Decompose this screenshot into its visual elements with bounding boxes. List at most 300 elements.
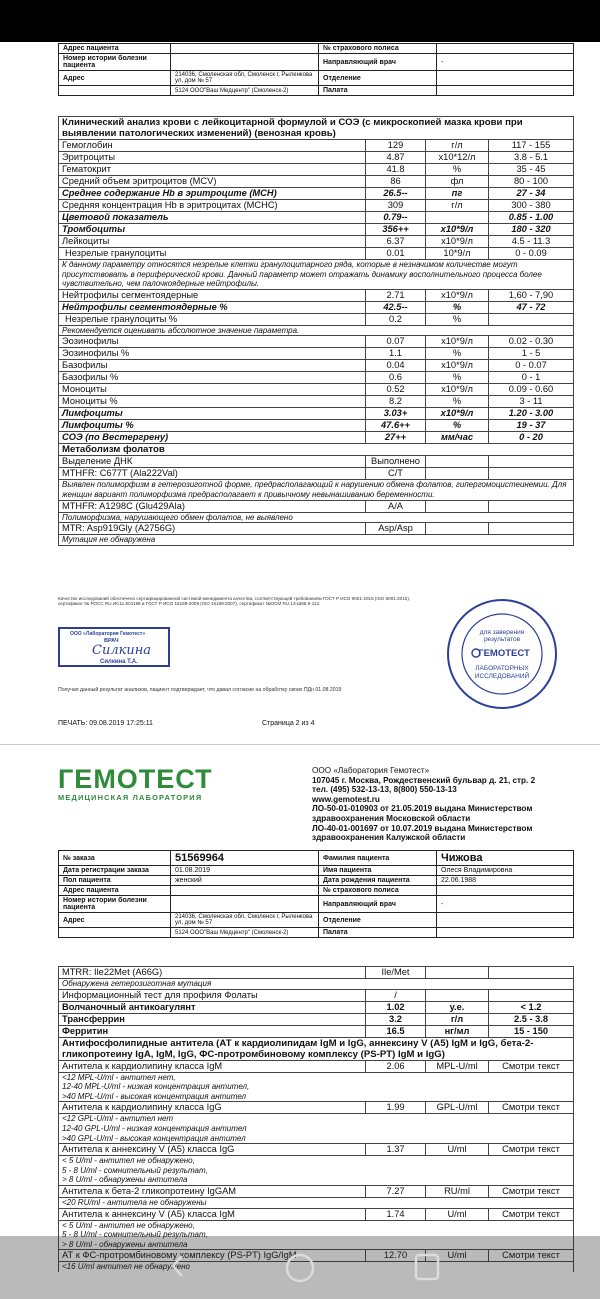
policy-label: № страхового полиса [319, 886, 437, 896]
result-row [59, 989, 574, 1001]
test-name: Информационный тест для профиля Фолаты [59, 989, 366, 1001]
info-label: Номер истории болезни пациента [59, 54, 171, 71]
referring-doctor: - [437, 896, 574, 913]
note-text: Обнаружена гетерозиготная мутация [59, 979, 574, 990]
patient-address-label: Адрес пациента [59, 886, 171, 896]
test-result: 3.2 [366, 1013, 426, 1025]
test-name: MTR: Asp919Gly (A2756G) [59, 523, 366, 535]
logo-name: ГЕМОТЕСТ [58, 764, 213, 794]
interpretation-row [59, 1156, 574, 1166]
interpretation-row [59, 1197, 574, 1208]
note-row [59, 480, 574, 500]
test-name: Средняя концентрация Hb в эритроцитах (MCHC) [59, 200, 366, 212]
test-result: 27++ [366, 432, 426, 444]
test-result: 2.06 [366, 1060, 426, 1072]
test-result: A/A [366, 500, 426, 512]
note-text: К данному параметру относятся незрелые клетки гранулоцитарного ряда, которые в незначимом количестве могут присутствовать в периферической крови. Данный параметр может отражать динамику восполнительного процесса более чувствительно, чем палочкоядерные нейтрофилы. [59, 260, 574, 290]
result-row [59, 1185, 574, 1197]
page-number: Страница 2 из 4 [262, 720, 315, 727]
info-value [437, 71, 574, 86]
reg-date-label: Дата регистрации заказа [59, 866, 171, 876]
stamp-text-3: ЛАБОРАТОРНЫХ [475, 665, 529, 672]
result-row [59, 1025, 574, 1037]
info-label: Адрес пациента [59, 44, 171, 54]
interpretation-text: <20 RU/ml - антитела не обнаружены [59, 1197, 574, 1208]
note-text: Полиморфизма, нарушающего обмен фолатов, не выявлено [59, 512, 574, 523]
test-unit: % [426, 348, 489, 360]
test-unit: % [426, 372, 489, 384]
result-row [59, 200, 574, 212]
stamp-doctor-name: Силкина Т.А. [100, 659, 138, 665]
interpretation-row [59, 1072, 574, 1082]
interpretation-text: 5 - 8 U/ml - сомнительный результат, [59, 1230, 574, 1240]
test-unit: % [426, 301, 489, 313]
result-row [59, 420, 574, 432]
dob-label: Дата рождения пациента [319, 876, 437, 886]
patient-name: Олеся Владимировна [437, 866, 574, 876]
test-reference: 0 - 0.07 [489, 360, 574, 372]
consent-note: Получая данный результат анализов, пациент подтверждает, что давал согласие на обработку своих ПДн 01.08.2019 [58, 687, 342, 693]
test-unit: пг [426, 188, 489, 200]
interpretation-text: 12-40 GPL-U/ml - низкая концентрация антител [59, 1124, 574, 1134]
interpretation-row [59, 1175, 574, 1185]
result-row [59, 152, 574, 164]
test-reference: Смотри текст [489, 1250, 574, 1262]
info-value [437, 86, 574, 96]
sex-label: Пол пациента [59, 876, 171, 886]
stamp-text-1: для заверения [479, 629, 525, 636]
test-name: Трансферрин [59, 1013, 366, 1025]
ward-value [437, 928, 574, 938]
patient-dob: 22.06.1988 [437, 876, 574, 886]
result-row [59, 1060, 574, 1072]
test-name: Гемоглобин [59, 140, 366, 152]
interpretation-text: 5 - 8 U/ml - сомнительный результат, [59, 1166, 574, 1176]
test-reference: 0.09 - 0.60 [489, 384, 574, 396]
test-reference [489, 523, 574, 535]
test-name: Нейтрофилы сегментоядерные % [59, 301, 366, 313]
test-unit [426, 523, 489, 535]
test-unit: U/ml [426, 1144, 489, 1156]
test-unit [426, 468, 489, 480]
test-result: 309 [366, 200, 426, 212]
test-unit [426, 989, 489, 1001]
test-reference: 0 - 20 [489, 432, 574, 444]
test-result: 86 [366, 176, 426, 188]
info-label: Палата [319, 86, 437, 96]
doctor-label: Направляющий врач [319, 896, 437, 913]
test-result: 6.37 [366, 236, 426, 248]
test-unit: % [426, 420, 489, 432]
result-row [59, 348, 574, 360]
result-row [59, 212, 574, 224]
test-result: 1.99 [366, 1102, 426, 1114]
test-result: 1.02 [366, 1001, 426, 1013]
test-name: Антитела к кардиолипину класса IgM [59, 1060, 366, 1072]
info-row [59, 71, 574, 86]
interpretation-row [59, 1166, 574, 1176]
test-unit: U/ml [426, 1250, 489, 1262]
page-separator [0, 744, 600, 745]
test-reference [489, 500, 574, 512]
info-value: 5124 ООО"Ваш Медцентр" (Смоленск-2) [171, 86, 319, 96]
test-reference: 47 - 72 [489, 301, 574, 313]
result-row [59, 188, 574, 200]
dept-value [437, 913, 574, 928]
test-unit: нг/мл [426, 1025, 489, 1037]
info-value: - [437, 54, 574, 71]
test-result: Asp/Asp [366, 523, 426, 535]
lab-info-line: тел. (495) 532-13-13, 8(800) 550-13-13 [312, 785, 457, 795]
test-name: Гематокрит [59, 164, 366, 176]
test-result: 7.27 [366, 1185, 426, 1197]
recent-apps-icon[interactable] [413, 1252, 441, 1282]
patient-info-table [58, 850, 574, 938]
test-name: Эритроциты [59, 152, 366, 164]
interpretation-row [59, 1220, 574, 1230]
test-reference [489, 989, 574, 1001]
test-result: 129 [366, 140, 426, 152]
test-result: 26.5-- [366, 188, 426, 200]
test-reference: < 1.2 [489, 1001, 574, 1013]
result-row [59, 176, 574, 188]
test-result: 0.01 [366, 248, 426, 260]
test-reference [489, 456, 574, 468]
test-unit: % [426, 164, 489, 176]
interpretation-text: > 8 U/ml - обнаружены антитела [59, 1175, 574, 1185]
lab-info-line: ЛО-50-01-010903 от 21.05.2019 выдана Министерством здравоохранения Московской области [312, 804, 533, 823]
result-row [59, 140, 574, 152]
test-reference: Смотри текст [489, 1102, 574, 1114]
test-reference [489, 313, 574, 325]
info-label [59, 86, 171, 96]
interpretation-text: < 5 U/ml - антител не обнаружено, [59, 1220, 574, 1230]
section-title: Метаболизм фолатов [59, 444, 574, 456]
test-unit: x10*9/л [426, 408, 489, 420]
stamp-text-4: ИССЛЕДОВАНИЙ [474, 673, 530, 680]
section-row [59, 117, 574, 140]
result-row [59, 224, 574, 236]
test-reference: 19 - 37 [489, 420, 574, 432]
test-result: C/T [366, 468, 426, 480]
test-unit: г/л [426, 200, 489, 212]
test-unit: x10*9/л [426, 236, 489, 248]
note-row [59, 260, 574, 290]
doctor-stamp [58, 627, 170, 667]
test-reference: 0 - 1 [489, 372, 574, 384]
test-result: 1.1 [366, 348, 426, 360]
info-row [59, 86, 574, 96]
result-row [59, 1208, 574, 1220]
result-row [59, 456, 574, 468]
section-title: Антифосфолипидные антитела (АТ к кардиолипидам IgM и IgG, аннексину V (A5) IgM и IgG, бета-2-гликопротеину IgA, IgM, IgG, ФС-протромбиновому комплексу (PS-PT) IgM и IgG) [59, 1037, 574, 1060]
test-result: 3.03+ [366, 408, 426, 420]
test-reference: 1,60 - 7,90 [489, 289, 574, 301]
info-label: Адрес [59, 71, 171, 86]
test-reference: 3.8 - 5.1 [489, 152, 574, 164]
test-reference: 1 - 5 [489, 348, 574, 360]
result-row [59, 164, 574, 176]
test-unit: x10*9/л [426, 336, 489, 348]
test-reference: 0.02 - 0.30 [489, 336, 574, 348]
stamp-brand: ГЕМОТЕСТ [478, 648, 530, 659]
test-name: Антитела к кардиолипину класса IgG [59, 1102, 366, 1114]
info-value: 214036, Смоленская обл, Смоленск г, Рыленкова ул, дом № 57 [171, 71, 319, 86]
test-result: 42.5-- [366, 301, 426, 313]
test-result: 47.6++ [366, 420, 426, 432]
interpretation-text: <16 U/ml антител не обнаружено [59, 1262, 574, 1272]
info-row [59, 54, 574, 71]
note-row [59, 535, 574, 546]
lab-info-line: www.gemotest.ru [312, 794, 380, 804]
test-name: Средний объем эритроцитов (MCV) [59, 176, 366, 188]
test-unit: RU/ml [426, 1185, 489, 1197]
test-name: Базофилы % [59, 372, 366, 384]
test-result: 0.04 [366, 360, 426, 372]
test-unit: MPL-U/ml [426, 1060, 489, 1072]
test-unit: x10*9/л [426, 224, 489, 236]
doctor-signature: Силкина [92, 643, 152, 658]
test-result: 8.2 [366, 396, 426, 408]
section-row [59, 1037, 574, 1060]
order-label: № заказа [59, 851, 171, 866]
test-unit: г/л [426, 1013, 489, 1025]
result-row [59, 523, 574, 535]
lab-contact-info [312, 766, 592, 843]
test-result: 12.70 [366, 1250, 426, 1262]
test-reference: Смотри текст [489, 1060, 574, 1072]
test-name: Тромбоциты [59, 224, 366, 236]
test-result: 0.6 [366, 372, 426, 384]
home-icon[interactable] [284, 1252, 316, 1284]
logo-subtitle: МЕДИЦИНСКАЯ ЛАБОРАТОРИЯ [58, 793, 203, 802]
note-row [59, 325, 574, 336]
test-result: 0.07 [366, 336, 426, 348]
lab-round-stamp [446, 598, 558, 710]
lab-info-line: ООО «Лаборатория Гемотест» [312, 766, 430, 775]
surname-label: Фамилия пациента [319, 851, 437, 866]
interpretation-row [59, 1114, 574, 1124]
test-result: Выполнено [366, 456, 426, 468]
test-unit: фл [426, 176, 489, 188]
test-unit: % [426, 313, 489, 325]
test-reference: 3 - 11 [489, 396, 574, 408]
info-value [171, 44, 319, 54]
test-name: Базофилы [59, 360, 366, 372]
result-row [59, 1013, 574, 1025]
stamp-text-2: результатов [483, 636, 521, 643]
test-unit: x10*9/л [426, 384, 489, 396]
test-name: Незрелые гранулоциты % [59, 313, 366, 325]
interpretation-row [59, 1124, 574, 1134]
medcenter: 5124 ООО"Ваш Медцентр" (Смоленск-2) [171, 928, 319, 938]
test-result: 0.2 [366, 313, 426, 325]
result-row [59, 360, 574, 372]
test-result: 4.87 [366, 152, 426, 164]
result-row [59, 500, 574, 512]
history-label: Номер истории болезни пациента [59, 896, 171, 913]
gemotest-logo [58, 766, 213, 802]
interpretation-row [59, 1082, 574, 1092]
info-label: Направляющий врач [319, 54, 437, 71]
stamp-lab-name: ООО «Лаборатория Гемотест» [70, 631, 146, 637]
test-reference: 117 - 155 [489, 140, 574, 152]
note-row [59, 512, 574, 523]
test-result: 41.8 [366, 164, 426, 176]
test-unit: 10*9/л [426, 248, 489, 260]
section-title: Клинический анализ крови с лейкоцитарной формулой и СОЭ (с микроскопией мазка крови при выявлении патологических изменений) (венозная кровь) [59, 117, 574, 140]
test-name: СОЭ (по Вестергрену) [59, 432, 366, 444]
test-name: Антитела к бета-2 гликопротеину IgGAM [59, 1185, 366, 1197]
analysis-results-table-2 [58, 966, 574, 1272]
quality-note: Качество исследований обеспечено сертифицированной системой менеджмента качества, соответствующей требованиям ГОСТ Р ИСО 9001-2015 (ISO 9001:2015), сертификат № РОСС RU.ИС11.К01198 и ГОСТ Р ИСО 15189-2009 (ISO 15189:2007), сертификат №ОСМ RU.13-Ш86.9-112. [58, 596, 411, 607]
test-reference: 4.5 - 11.3 [489, 236, 574, 248]
result-row [59, 432, 574, 444]
test-name: Антитела к аннексину V (A5) класса IgM [59, 1208, 366, 1220]
test-unit: г/л [426, 140, 489, 152]
result-row [59, 468, 574, 480]
result-row [59, 301, 574, 313]
test-name: Моноциты [59, 384, 366, 396]
interpretation-text: 12-40 MPL-U/ml - низкая концентрация антител, [59, 1082, 574, 1092]
test-name: Волчаночный антикоагулянт [59, 1001, 366, 1013]
test-unit: у.е. [426, 1001, 489, 1013]
test-result: 1.74 [366, 1208, 426, 1220]
note-text: Выявлен полиморфизм в гетерозиготной форме, предрасполагающий к нарушению обмена фолатов, гипергомоцистеинемии. Для женщин вариант полиморфизма предрасполагает к привычному невынашиванию беременности. [59, 480, 574, 500]
note-row [59, 979, 574, 990]
dept-label: Отделение [319, 913, 437, 928]
info-label: № страхового полиса [319, 44, 437, 54]
test-unit: x10*9/л [426, 289, 489, 301]
test-result: 16.5 [366, 1025, 426, 1037]
patient-sex: женский [171, 876, 319, 886]
address-label: Адрес [59, 913, 171, 928]
result-row [59, 1001, 574, 1013]
interpretation-text: > 8 U/ml - обнаружены антитела [59, 1240, 574, 1250]
result-row [59, 336, 574, 348]
stamp-role: ВРАЧ [104, 638, 119, 644]
test-reference: 300 - 380 [489, 200, 574, 212]
lab-info-line: 107045 г. Москва, Рождественский бульвар д. 21, стр. 2 [312, 775, 536, 785]
test-unit [426, 456, 489, 468]
patient-surname: Чижова [437, 851, 574, 866]
name-label: Имя пациента [319, 866, 437, 876]
patient-address [171, 886, 319, 896]
interpretation-text: < 5 U/ml - антител не обнаружено, [59, 1156, 574, 1166]
result-row [59, 372, 574, 384]
result-row [59, 248, 574, 260]
interpretation-text: >40 GPL-U/ml - высокая концентрация антител [59, 1134, 574, 1144]
test-result: 356++ [366, 224, 426, 236]
test-reference: 80 - 100 [489, 176, 574, 188]
back-icon[interactable] [168, 1252, 188, 1280]
test-reference [489, 967, 574, 979]
test-name: MTHFR: C677T (Ala222Val) [59, 468, 366, 480]
test-name: Выделение ДНК [59, 456, 366, 468]
result-row [59, 396, 574, 408]
result-row [59, 967, 574, 979]
test-result: / [366, 989, 426, 1001]
test-unit: мм/час [426, 432, 489, 444]
test-unit: x10*9/л [426, 360, 489, 372]
test-name: Ферритин [59, 1025, 366, 1037]
test-reference: 35 - 45 [489, 164, 574, 176]
order-number: 51569964 [171, 851, 319, 866]
test-reference: 1.20 - 3.00 [489, 408, 574, 420]
result-row [59, 1144, 574, 1156]
test-reference: Смотри текст [489, 1144, 574, 1156]
print-date: ПЕЧАТЬ: 09.08.2019 17:25:11 [58, 720, 153, 727]
history-number [171, 896, 319, 913]
analysis-results-table [58, 116, 574, 546]
test-reference: 0 - 0.09 [489, 248, 574, 260]
test-reference: 180 - 320 [489, 224, 574, 236]
test-name: Лимфоциты % [59, 420, 366, 432]
test-unit [426, 967, 489, 979]
test-reference: 15 - 150 [489, 1025, 574, 1037]
info-value [171, 54, 319, 71]
test-unit: U/ml [426, 1208, 489, 1220]
result-row [59, 236, 574, 248]
info-value [437, 44, 574, 54]
test-reference: Смотри текст [489, 1208, 574, 1220]
lab-info-line: ЛО-40-01-001697 от 10.07.2019 выдана Министерством здравоохранения Калужской области [312, 823, 533, 843]
test-reference: 2.5 - 3.8 [489, 1013, 574, 1025]
note-text: Рекомендуется оценивать абсолютное значение параметра. [59, 325, 574, 336]
interpretation-row [59, 1134, 574, 1144]
result-row [59, 408, 574, 420]
test-name: Эозинофилы % [59, 348, 366, 360]
test-unit [426, 500, 489, 512]
test-unit: x10*12/л [426, 152, 489, 164]
info-row [59, 44, 574, 54]
section-row [59, 444, 574, 456]
policy-number [437, 886, 574, 896]
test-result: Ile/Met [366, 967, 426, 979]
patient-info-table-top [58, 43, 574, 96]
test-reference: 27 - 34 [489, 188, 574, 200]
note-text: Мутация не обнаружена [59, 535, 574, 546]
test-name: Цветовой показатель [59, 212, 366, 224]
result-row [59, 1102, 574, 1114]
test-name: Среднее содержание Hb в эритроците (MCH) [59, 188, 366, 200]
test-name: Моноциты % [59, 396, 366, 408]
ward-label: Палата [319, 928, 437, 938]
test-result: 2.71 [366, 289, 426, 301]
test-name: Нейтрофилы сегментоядерные [59, 289, 366, 301]
test-reference [489, 468, 574, 480]
test-name: MTRR: Ile22Met (A66G) [59, 967, 366, 979]
test-unit: % [426, 396, 489, 408]
test-unit: GPL-U/ml [426, 1102, 489, 1114]
test-unit [426, 212, 489, 224]
test-result: 0.79-- [366, 212, 426, 224]
interpretation-row [59, 1092, 574, 1102]
info-label: Отделение [319, 71, 437, 86]
test-name: Эозинофилы [59, 336, 366, 348]
test-name: MTHFR: A1298C (Glu429Ala) [59, 500, 366, 512]
test-name: Антитела к аннексину V (A5) класса IgG [59, 1144, 366, 1156]
interpretation-text: <12 GPL-U/ml - антител нет [59, 1114, 574, 1124]
reg-date: 01.08.2019 [171, 866, 319, 876]
test-reference: 0.85 - 1.00 [489, 212, 574, 224]
result-row [59, 384, 574, 396]
interpretation-text: >40 MPL-U/ml - высокая концентрация антител [59, 1092, 574, 1102]
status-bar [0, 0, 600, 42]
test-name: Лейкоциты [59, 236, 366, 248]
interpretation-text: <12 MPL-U/ml - антител нет, [59, 1072, 574, 1082]
test-result: 1.37 [366, 1144, 426, 1156]
